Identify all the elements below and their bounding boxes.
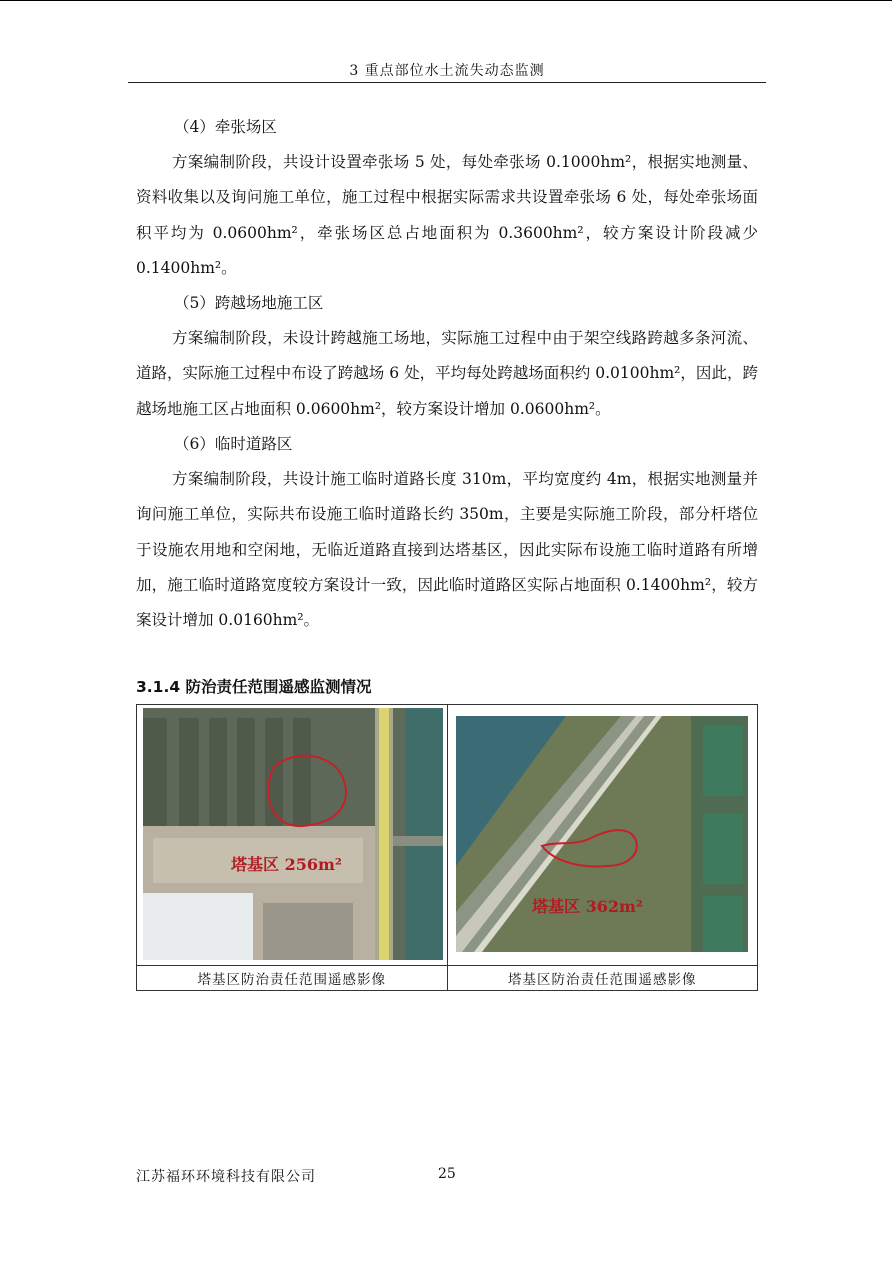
figure-cell-left	[137, 705, 448, 966]
subheading-traction-area: （4）牵张场区	[174, 118, 277, 136]
figure-cell-right	[447, 705, 758, 966]
footer-company: 江苏福环环境科技有限公司	[136, 1169, 316, 1185]
paragraph-traction-area: 方案编制阶段，共设计设置牵张场 5 处，每处牵张场 0.1000hm²，根据实地测量、资料收集以及询问施工单位，施工过程中根据实际需求共设置牵张场 6 处，每处牵张场面积平均为 0.0600hm²，牵张场区总占地面积为 0.3600hm²，较方案设计阶段减少 0.1400hm²。	[136, 153, 758, 277]
running-header: 3 重点部位水土流失动态监测	[349, 63, 545, 79]
top-border	[0, 0, 892, 1]
figure-label-right: 塔基区 362m²	[531, 897, 643, 916]
section-title: 3.1.4 防治责任范围遥感监测情况	[136, 678, 372, 696]
subheading-crossing-area: （5）跨越场地施工区	[174, 294, 324, 313]
figure-label-left: 塔基区 256m²	[231, 855, 342, 874]
paragraph-temp-road: 方案编制阶段，共设计施工临时道路长度 310m，平均宽度约 4m，根据实地测量并询问施工单位，实际共布设施工临时道路长约 350m，主要是实际施工阶段，部分杆塔位于设施农用地和空闲地，无临近道路直接到达塔基区，因此实际布设施工临时道路有所增加，施工临时道路宽度较方案设计一致，因此临时道路区实际占地面积 0.1400hm²，较方案设计增加 0.0160hm²。	[136, 470, 758, 630]
figure-table	[136, 704, 758, 991]
figure-caption-right: 塔基区防治责任范围遥感影像	[447, 966, 758, 991]
subheading-temp-road: （6）临时道路区	[174, 435, 293, 454]
header-divider	[128, 82, 766, 83]
body-text	[136, 110, 758, 639]
paragraph-crossing-area: 方案编制阶段，未设计跨越施工场地，实际施工过程中由于架空线路跨越多条河流、道路，实际施工过程中布设了跨越场 6 处，平均每处跨越场面积约 0.0100hm²，因此，跨越场地施工区占地面积 0.0600hm²，较方案设计增加 0.0600hm²。	[136, 329, 758, 418]
figure-caption-left: 塔基区防治责任范围遥感影像	[137, 966, 448, 991]
satellite-image-left	[143, 708, 443, 960]
satellite-image-right	[456, 716, 748, 952]
page-number: 25	[438, 1166, 456, 1182]
